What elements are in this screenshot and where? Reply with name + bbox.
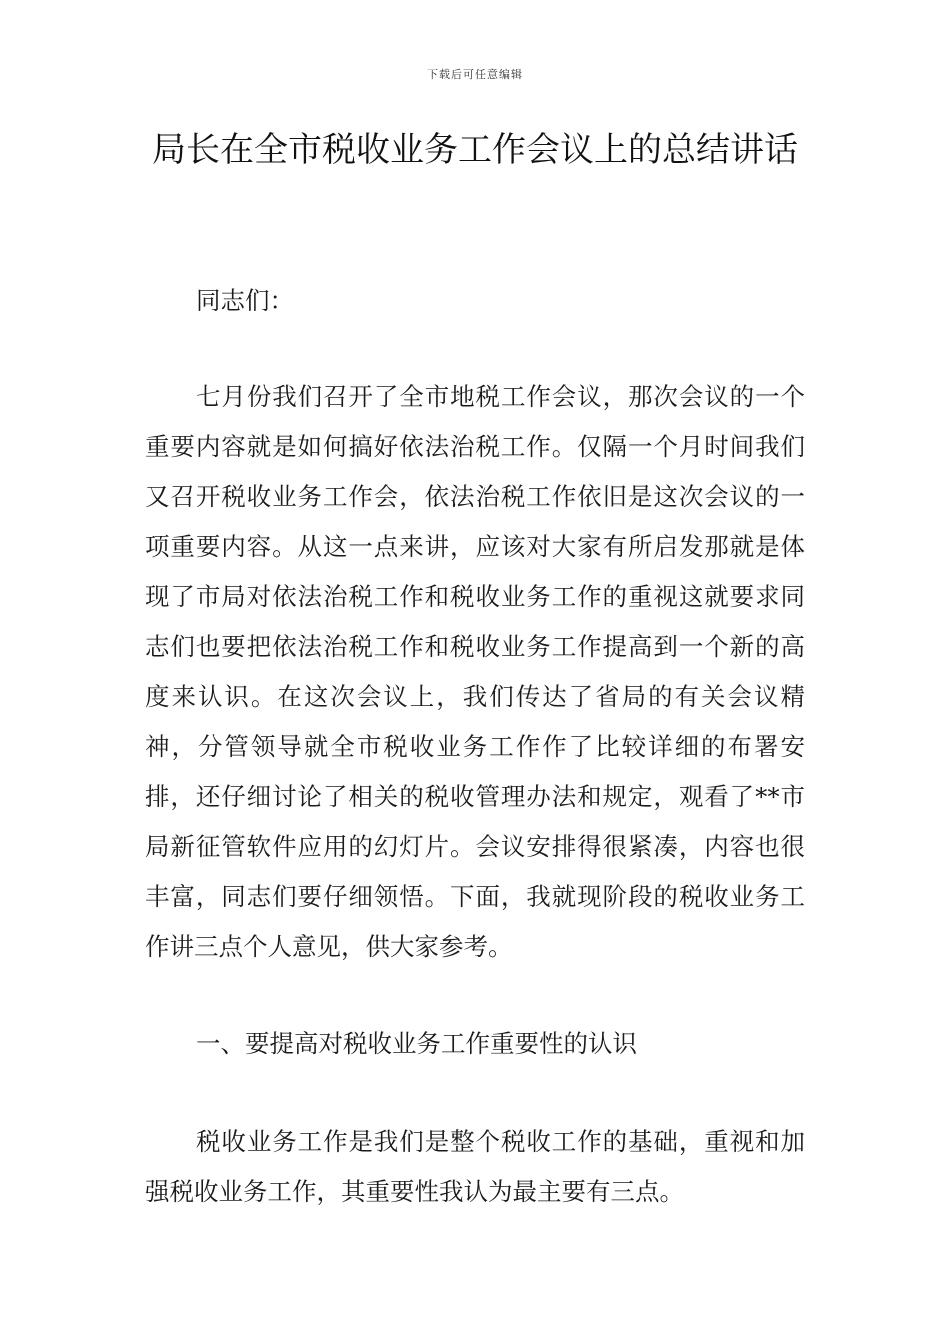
body-paragraph: 七月份我们召开了全市地税工作会议，那次会议的一个重要内容就是如何搞好依法治税工作。仅隔一个月时间我们又召开税收业务工作会，依法治税工作依旧是这次会议的一项重要内容。从这一点来讲，应该对大家有所启发那就是体现了市局对依法治税工作和税收业务工作的重视这就要求同志们也要把依法治税工作和税收业务工作提高到一个新的高度来认识。在这次会议上，我们传达了省局的有关会议精神，分管领导就全市税收业务工作作了比较详细的布署安排，还仔细讨论了相关的税收管理办法和规定，观看了**市局新征管软件应用的幻灯片。会议安排得很紧凑，内容也很丰富，同志们要仔细领悟。下面，我就现阶段的税收业务工作讲三点个人意见，供大家参考。 xyxy=(145,382,805,961)
document-title: 局长在全市税收业务工作会议上的总结讲话 xyxy=(152,130,798,170)
section-paragraph: 税收业务工作是我们是整个税收工作的基础，重视和加强税收业务工作，其重要性我认为最主要有三点。 xyxy=(145,1127,805,1206)
section-heading: 一、要提高对税收业务工作重要性的认识 xyxy=(196,1029,637,1058)
salutation: 同志们： xyxy=(196,286,294,315)
header-note: 下载后可任意编辑 xyxy=(427,68,523,81)
